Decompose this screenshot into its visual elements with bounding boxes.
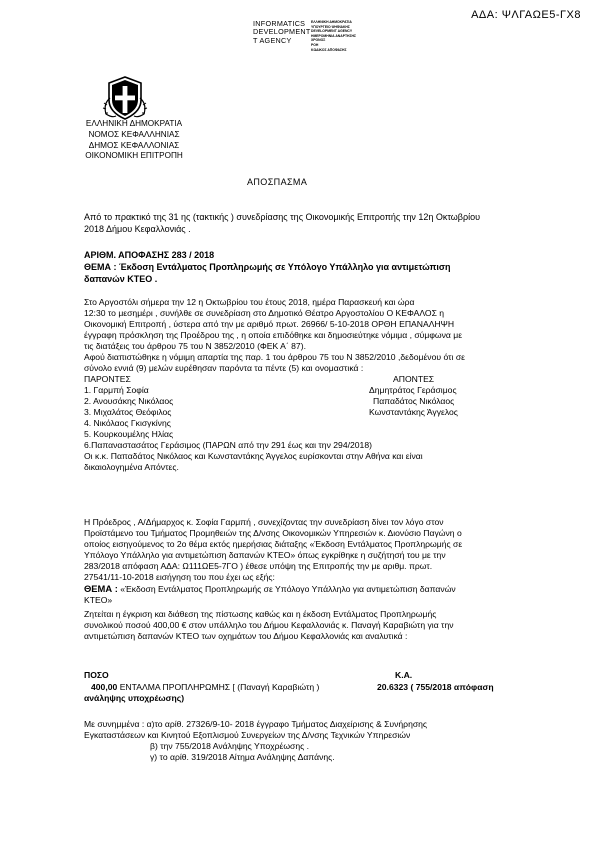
stamp-line: DEVELOPMENT AGENCY — [311, 29, 353, 34]
stamp-line: ΗΜΕΡΟΜΗΝΙΑ ΑΝΑΡΤΗΣΗΣ — [311, 33, 357, 38]
ka-value-cont: ανάληψης υποχρέωσης) — [84, 693, 185, 703]
theme-label: ΘΕΜΑ : — [84, 583, 118, 594]
present-member: 5. Κουρκουμέλης Ηλίας — [84, 429, 174, 439]
stamp-line: ΚΩΔΙΚΟΣ ΑΠΟΦΑΣΗΣ — [311, 47, 347, 52]
header-line: ΔΗΜΟΣ ΚΕΦΑΛΛΟΝΙΑΣ — [88, 140, 180, 150]
present-member: 3. Μιχαλάτος Θεόφιλος — [84, 407, 172, 417]
body-line: 283/2018 απόφαση ΑΔΑ: Ω111ΩΕ5-7ΓΟ ) έθεσε υπόψη της Επιτροπής την με αριθμ. πρωτ. — [84, 561, 433, 571]
theme-text: «Έκδοση Εντάλματος Προπληρωμής σε Υπόλογο Υπάλληλο για αντιμετώπιση δαπανών — [117, 584, 456, 594]
present-member: 2. Ανουσάκης Νικόλαος — [84, 396, 174, 406]
present-members — [84, 374, 372, 451]
absent-members — [369, 374, 458, 418]
decision-subject: δαπανών ΚΤΕΟ . — [84, 274, 158, 284]
issuer-header — [84, 119, 184, 162]
stamp-line: ΡΟΗ — [311, 42, 319, 47]
absent-member: Κωνσταντάκης Άγγελος — [369, 407, 458, 417]
absent-label: ΑΠΟΝΤΕΣ — [393, 374, 435, 384]
body-paragraph — [84, 517, 524, 583]
agency-line: DEVELOPMENT — [253, 27, 311, 37]
header-line: ΕΛΛΗΝΙΚΗ ΔΗΜΟΚΡΑΤΙΑ — [85, 119, 183, 128]
intro-paragraph — [84, 211, 524, 235]
request-line: συνολικού ποσού 400,00 € στον υπάλληλο του Δήμου Κεφαλλονιάς κ. Παναγή Καραβιώτη για την — [84, 620, 454, 630]
absence-note — [84, 451, 524, 473]
meeting-line: σύνολο εννιά (9) μελών ευρέθησαν παρόντα τα πέντε (5) και ονομαστικά : — [84, 363, 364, 373]
body-line: 27541/11-10-2018 εισήγηση του που έχει ως εξής: — [84, 572, 275, 582]
stamp-line: ΥΠΟΥΡΓΕΙΟ ΨΗΦΙΑΚΗΣ — [311, 24, 350, 29]
present-member: 4. Νικόλαος Γκισγκίνης — [84, 418, 171, 428]
agency-line: INFORMATICS — [253, 19, 306, 28]
amount-row — [91, 682, 319, 693]
attachment-line: Εγκαταστάσεων και Κινητού Εξοπλισμού Συνεργείων της Δ/νσης Τεχνικών Υπηρεσιών — [84, 730, 411, 740]
absent-member: Παπαδάτος Νικόλαος — [373, 396, 455, 406]
attachment-line: β) την 755/2018 Ανάληψης Υποχρέωσης . — [150, 741, 310, 751]
header-line: ΝΟΜΟΣ ΚΕΦΑΛΛΗΝΙΑΣ — [88, 129, 180, 139]
decision-number: ΑΡΙΘΜ. ΑΠΟΦΑΣΗΣ 283 / 2018 — [84, 250, 215, 260]
greek-coat-of-arms-icon — [100, 74, 150, 122]
attachments — [84, 719, 524, 763]
amount-description: ΕΝΤΑΛΜΑ ΠΡΟΠΛΗΡΩΜΗΣ [ (Παναγή Καραβιώτη ) — [119, 682, 320, 692]
col-amount-header: ΠΟΣΟ — [84, 670, 109, 680]
meeting-line: 12:30 το μεσημέρι , συνήλθε σε συνεδρίαση στο Δημοτικό Θέατρο Αργοστολίου Ο ΚΕΦΑΛΟΣ η — [84, 308, 445, 318]
absent-member: Δημητράτος Γεράσιμος — [369, 385, 457, 395]
request-line: αντιμετώπιση δαπανών ΚΤΕΟ των οχημάτων του Δήμου Κεφαλλονιάς και αναλυτικά : — [84, 631, 408, 641]
agency-logo-text — [253, 20, 311, 45]
col-ka-header: Κ.Α. — [395, 670, 413, 680]
decision-block — [84, 249, 524, 285]
theme-block — [84, 583, 524, 606]
present-member: 6.Παπαναστασάτος Γεράσιμος (ΠΑΡΩΝ από την 291 έως και την 294/2018) — [84, 440, 372, 450]
ka-value: 20.6323 ( 755/2018 απόφαση — [377, 682, 494, 692]
theme-text: ΚΤΕΟ» — [84, 595, 113, 605]
stamp-line: ΧΡΟΝΟΣ — [311, 38, 326, 43]
amount-value: 400,00 — [91, 682, 118, 692]
present-label: ΠΑΡΟΝΤΕΣ — [84, 374, 131, 384]
meeting-line: Στο Αργοστόλι σήμερα την 12 η Οκτωβρίου του έτους 2018, ημέρα Παρασκευή και ώρα — [84, 297, 415, 307]
note-line: δικαιολογημένα Απόντες. — [84, 462, 179, 472]
attachment-line: Με συνημμένα : α)το αρίθ. 27326/9-10- 2018 έγγραφο Τμήματος Διαχείρισης & Συνήρησης — [84, 719, 428, 729]
intro-line: 2018 Δήμου Κεφαλλονιάς . — [84, 224, 191, 234]
meeting-paragraph — [84, 297, 524, 374]
header-line: ΟΙΚΟΝΟΜΙΚΗ ΕΠΙΤΡΟΠΗ — [85, 151, 183, 161]
meeting-line: έγγραφη πρόσκληση της Προέδρου της , η οποία επιδόθηκε και δημοσιεύτηκε νόμιμα , σύμφωνα με — [84, 330, 463, 340]
note-line: Οι κ.κ. Παπαδάτος Νικόλαος και Κωνσταντάκης Άγγελος ευρίσκονται στην Αθήνα και είναι — [84, 451, 423, 461]
ada-code: ΑΔΑ: ΨΛΓΑΩΕ5-ΓΧ8 — [471, 9, 581, 21]
meeting-line: Αφού διαπιστώθηκε η νόμιμη απαρτία της παρ. 1 του άρθρου 75 του Ν 3852/2010 ,δεδομένου ότι σε — [84, 352, 465, 362]
decision-subject: ΘΕΜΑ : Έκδοση Εντάλματος Προπληρωμής σε Υπόλογο Υπάλληλο για αντιμετώπιση — [84, 262, 451, 272]
request-line: Ζητείται η έγκριση και διάθεση της πίστωσης καθώς και η έκδοση Εντάλματος Προπληρωμής — [84, 609, 437, 619]
stamp-line: ΕΛΛΗΝΙΚΗ ΔΗΜΟΚΡΑΤΙΑ — [311, 20, 352, 24]
attachment-line: γ) το αρίθ. 319/2018 Αίτημα Ανάληψης Δαπάνης. — [150, 752, 335, 762]
body-line: Η Πρόεδρος , Α/Δήμαρχος κ. Σοφία Γαρμπή , συνεχίζοντας την συνεδρίαση δίνει τον λόγο στον — [84, 517, 444, 527]
body-line: Προϊστάμενο του Τμήματος Προμηθειών της Δ/νσης Οικονομικών Υπηρεσιών κ. Διονύσιο Παγώνη ο — [84, 528, 462, 538]
intro-line: Από το πρακτικό της 31 ης (τακτικής ) συνεδρίασης της Οικονομικής Επιτροπής την 12η Οκτωβρίου — [84, 212, 481, 222]
agency-line: T AGENCY — [253, 35, 292, 45]
document-title: ΑΠΟΣΠΑΣΜΑ — [247, 177, 308, 187]
body-line: Υπόλογο Υπάλληλο για αντιμετώπιση δαπανών ΚΤΕΟ» όπως εγκρίθηκε η συζήτησή του με την — [84, 550, 446, 560]
meeting-line: Οικονομική Επιτροπή , ύστερα από την με αριθμό πρωτ. 26966/ 5-10-2018 ΟΡΘΗ ΕΠΑΝΑΛΗΨΗ — [84, 319, 455, 329]
agency-stamp-text — [311, 20, 356, 52]
body-line: οποίος εισηγούμενος το 2ο θέμα εκτός ημερήσιας διάταξης «Έκδοση Εντάλματος Προπληρωμής σε — [84, 539, 463, 549]
present-member: 1. Γαρμπή Σοφία — [84, 385, 149, 395]
request-paragraph — [84, 609, 524, 642]
meeting-line: τις διατάξεις του άρθρου 75 του Ν 3852/2010 (ΦΕΚ Α΄ 87). — [84, 341, 306, 351]
